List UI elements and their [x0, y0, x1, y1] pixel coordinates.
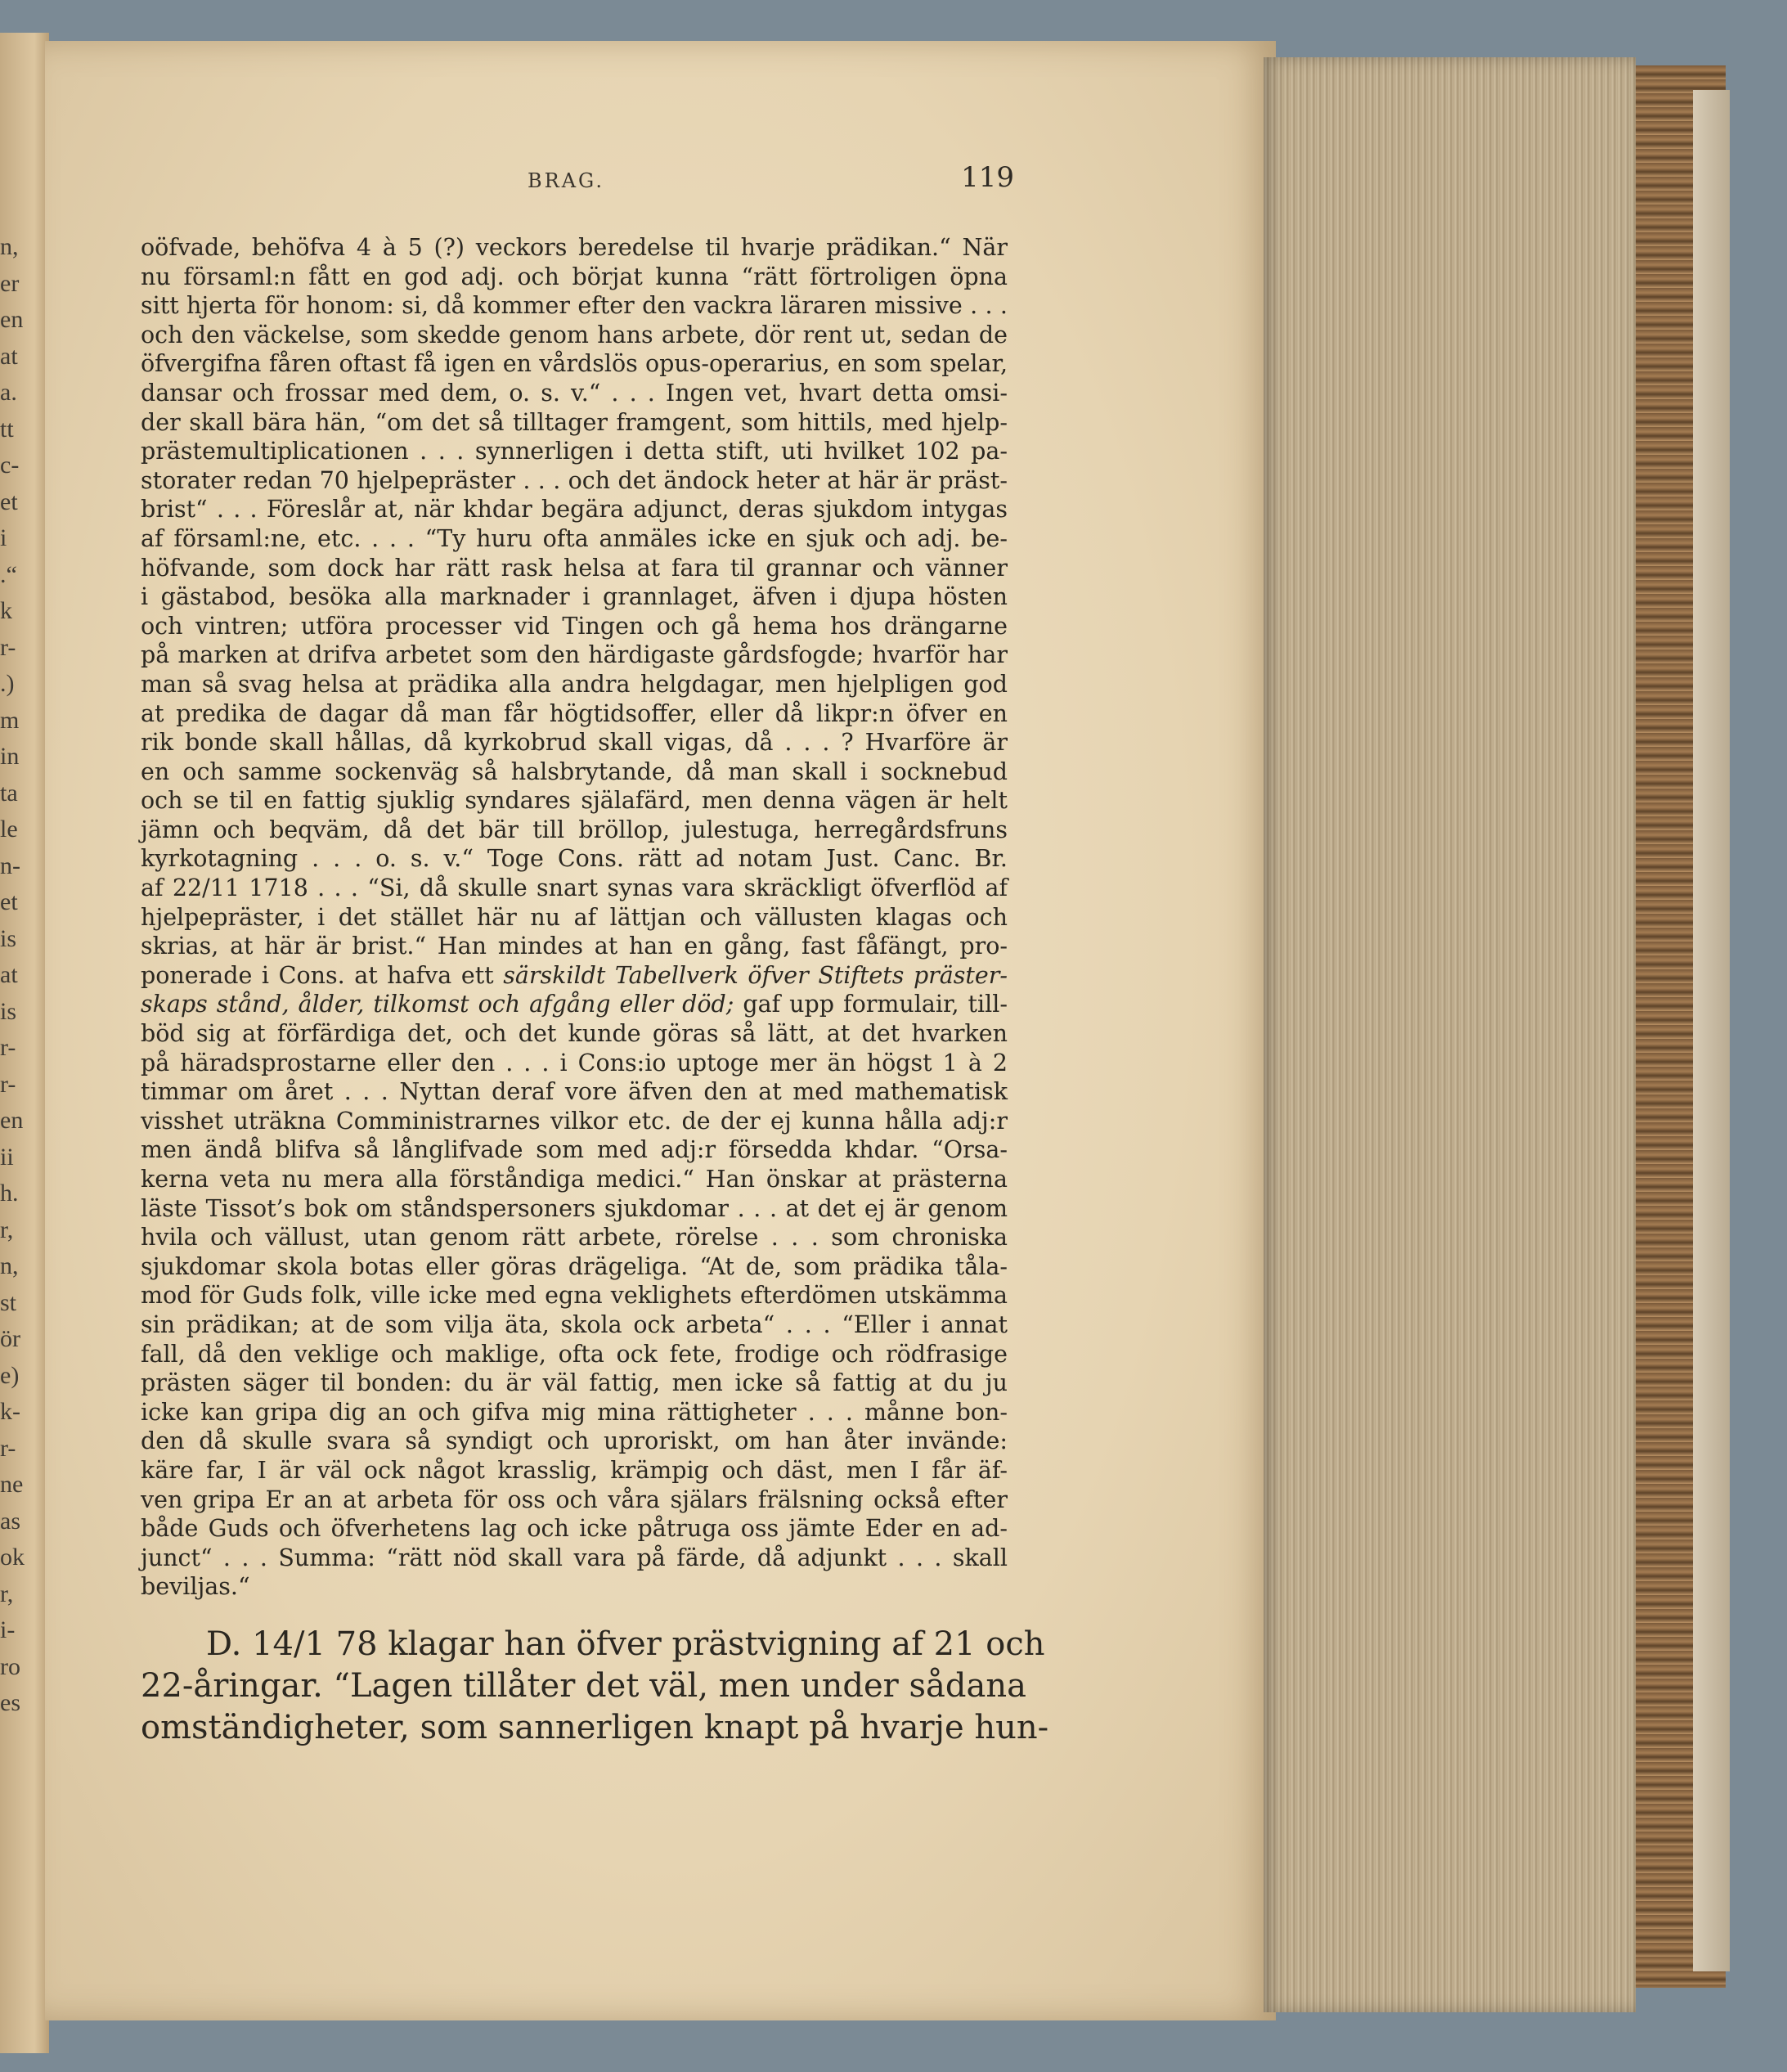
margin-fragment: le	[0, 816, 18, 843]
margin-fragment: r,	[0, 1216, 14, 1243]
text-line: höfvande, som dock har rätt rask helsa at fara til grannar och vänner	[141, 554, 1008, 582]
text-line: rik bonde skall hållas, då kyrkobrud skall vigas, då . . . ? Hvarföre är	[141, 729, 1008, 757]
margin-fragment: r-	[0, 1070, 16, 1098]
page-fore-edge	[1264, 57, 1636, 2012]
italic-segment: särskildt Tabellverk öfver Stiftets präster-	[503, 961, 1008, 989]
text-line: jämn och beqväm, då det bär till bröllop, julestuga, herregårdsfruns	[141, 816, 1008, 843]
text-line: der skall bära hän, “om det så tilltager framgent, som hittils, med hjelp-	[141, 408, 1008, 436]
text-line: prästen säger til bonden: du är väl fattig, men icke så fattig at du ju	[141, 1369, 1008, 1397]
text-line: oöfvade, behöfva 4 à 5 (?) veckors beredelse til hvarje prädikan.“ När	[141, 234, 1008, 261]
margin-fragment: en	[0, 1107, 24, 1134]
text-line: kyrkotagning . . . o. s. v.“ Toge Cons. rätt ad notam Just. Canc. Br.	[141, 845, 1008, 873]
text-line: nu församl:n fått en god adj. och börjat kunna “rätt förtroligen öpna	[141, 263, 1008, 290]
text-line: storater redan 70 hjelpepräster . . . och det ändock heter at här är präst-	[141, 466, 1008, 494]
margin-fragment: tt	[0, 415, 14, 443]
text-segment: gaf upp formulair, till-	[734, 991, 1008, 1018]
margin-fragment: i-	[0, 1616, 16, 1643]
margin-fragment: e)	[0, 1361, 20, 1389]
text-line: sin prädikan; at de som vilja äta, skola ock arbeta“ . . . “Eller i annat	[141, 1310, 1008, 1338]
text-line: ven gripa Er an at arbeta för oss och våra själars frälsning också efter	[141, 1485, 1008, 1513]
text-line: böd sig at förfärdiga det, och det kunde göras så lätt, at det hvarken	[141, 1020, 1008, 1048]
margin-fragment: ta	[0, 779, 18, 807]
text-line: brist“ . . . Föreslår at, när khdar begära adjunct, deras sjukdom intygas	[141, 496, 1008, 524]
text-line: och vintren; utföra processer vid Tingen och gå hema hos drängarne	[141, 612, 1008, 640]
margin-fragment: r-	[0, 633, 16, 661]
left-margin-fragments	[0, 229, 33, 1722]
text-line: timmar om året . . . Nyttan deraf vore äfven den at med mathematisk	[141, 1078, 1008, 1106]
italic-segment: skaps stånd, ålder, tilkomst och afgång eller död;	[141, 991, 734, 1018]
text-line: både Guds och öfverhetens lag och icke påtruga oss jämte Eder en ad-	[141, 1515, 1008, 1543]
text-line: läste Tissot’s bok om ståndspersoners sjukdomar . . . at det ej är genom	[141, 1194, 1008, 1222]
text-line: sitt hjerta för honom: si, då kommer efter den vackra läraren missive . . .	[141, 292, 1008, 320]
margin-fragment: k	[0, 597, 12, 624]
margin-fragment: ro	[0, 1652, 20, 1680]
text-line: och se til en fattig sjuklig syndares själafärd, men denna vägen är helt	[141, 787, 1008, 815]
margin-fragment: et	[0, 488, 18, 515]
margin-fragment: ok	[0, 1544, 25, 1571]
text-line: käre far, I är väl ock något krasslig, krämpig och däst, men I får äf-	[141, 1456, 1008, 1484]
text-line: i gästabod, besöka alla marknader i grannlaget, äfven i djupa hösten	[141, 583, 1008, 611]
margin-fragment: .)	[0, 670, 15, 697]
text-line: skrias, at här är brist.“ Han mindes at han en gång, fast fåfängt, pro-	[141, 933, 1008, 960]
margin-fragment: a.	[0, 379, 17, 406]
text-line: junct“ . . . Summa: “rätt nöd skall vara på färde, då adjunkt . . . skall	[141, 1544, 1008, 1571]
margin-fragment: n-	[0, 852, 20, 879]
large-line: omständigheter, som sannerligen knapt på hvarje hun-	[141, 1709, 1049, 1746]
margin-fragment: m	[0, 706, 20, 734]
margin-fragment: r,	[0, 1580, 14, 1607]
large-line: 22-åringar. “Lagen tillåter det väl, men under sådana	[141, 1667, 1026, 1705]
text-line	[141, 990, 1008, 1019]
margin-fragment: r-	[0, 1434, 16, 1462]
margin-fragment: is	[0, 924, 17, 952]
text-line: dansar och frossar med dem, o. s. v.“ . . . Ingen vet, hvart detta omsi-	[141, 379, 1008, 407]
text-line: men ändå blifva så långlifvade som med adj:r försedda khdar. “Orsa-	[141, 1136, 1008, 1164]
margin-fragment: es	[0, 1689, 20, 1716]
margin-fragment: r-	[0, 1034, 16, 1061]
text-segment: ponerade i Cons. at hafva ett	[141, 961, 504, 989]
text-line: kerna veta nu mera alla förståndiga medici.“ Han önskar at prästerna	[141, 1166, 1008, 1193]
running-head: BRAG.	[528, 169, 604, 192]
text-line: at predika de dagar då man får högtidsoffer, eller då likpr:n öfver en	[141, 699, 1008, 727]
margin-fragment: as	[0, 1507, 20, 1535]
text-line: en och samme sockenväg så halsbrytande, då man skall i socknebud	[141, 757, 1008, 785]
margin-fragment: at	[0, 342, 18, 370]
text-line: på marken at drifva arbetet som den härdigaste gårdsfogde; hvarför har	[141, 641, 1008, 669]
margin-fragment: ii	[0, 1143, 14, 1171]
text-line: mod för Guds folk, ville icke med egna veklighets efterdömen utskämma	[141, 1282, 1008, 1310]
text-line: af 22/11 1718 . . . “Si, då skulle snart synas vara skräckligt öfverflöd af	[141, 874, 1008, 902]
large-type-paragraph	[141, 1624, 1049, 1749]
margin-fragment: k-	[0, 1398, 20, 1425]
text-line: öfvergifna fåren oftast få igen en vårdslös opus-operarius, en som spelar,	[141, 350, 1008, 378]
margin-fragment: at	[0, 961, 18, 988]
text-line: man så svag helsa at prädika alla andra helgdagar, men hjelpligen god	[141, 670, 1008, 698]
text-line: hvila och vällust, utan genom rätt arbete, rörelse . . . som chroniska	[141, 1224, 1008, 1252]
text-line: och den väckelse, som skedde genom hans arbete, dör rent ut, sedan de	[141, 321, 1008, 348]
text-line: af församl:ne, etc. . . . “Ty huru ofta anmäles icke en sjuk och adj. be-	[141, 524, 1008, 552]
margin-fragment: .“	[0, 560, 17, 588]
text-line: prästemultiplicationen . . . synnerligen i detta stift, uti hvilket 102 pa-	[141, 438, 1008, 465]
text-line: den då skulle svara så syndigt och uproriskt, om han åter invände:	[141, 1427, 1008, 1455]
margin-fragment: in	[0, 743, 20, 770]
text-line: sjukdomar skola botas eller göras drägeliga. “At de, som prädika tåla-	[141, 1252, 1008, 1280]
margin-fragment: et	[0, 888, 18, 915]
cover-board	[1693, 90, 1730, 1971]
text-line: beviljas.“	[141, 1573, 250, 1601]
margin-fragment: h.	[0, 1180, 19, 1207]
margin-fragment: n,	[0, 233, 19, 260]
margin-fragment: is	[0, 997, 17, 1025]
margin-fragment: ne	[0, 1471, 24, 1498]
page-header	[139, 160, 1014, 209]
margin-fragment: c-	[0, 452, 20, 479]
text-line: på häradsprostarne eller den . . . i Cons:io uptoge mer än högst 1 à 2	[141, 1049, 1008, 1076]
text-line: visshet uträkna Comministrarnes vilkor etc. de der ej kunna hålla adj:r	[141, 1107, 1008, 1135]
margin-fragment: i	[0, 524, 7, 551]
text-line: hjelpepräster, i det stället här nu af lättjan och vällusten klagas och	[141, 903, 1008, 931]
text-line: fall, då den veklige och maklige, ofta ock fete, frodige och rödfrasige	[141, 1340, 1008, 1368]
text-line	[141, 961, 1008, 991]
text-line: icke kan gripa dig an och gifva mig mina rättigheter . . . månne bon-	[141, 1398, 1008, 1426]
margin-fragment: ör	[0, 1325, 20, 1352]
large-line: D. 14/1 78 klagar han öfver prästvigning af 21 och	[206, 1625, 1045, 1663]
body-text	[141, 233, 1008, 1602]
margin-fragment: st	[0, 1288, 17, 1316]
margin-fragment: er	[0, 269, 20, 297]
margin-fragment: en	[0, 306, 24, 333]
margin-fragment: n,	[0, 1252, 19, 1279]
page-number: 119	[961, 161, 1014, 194]
